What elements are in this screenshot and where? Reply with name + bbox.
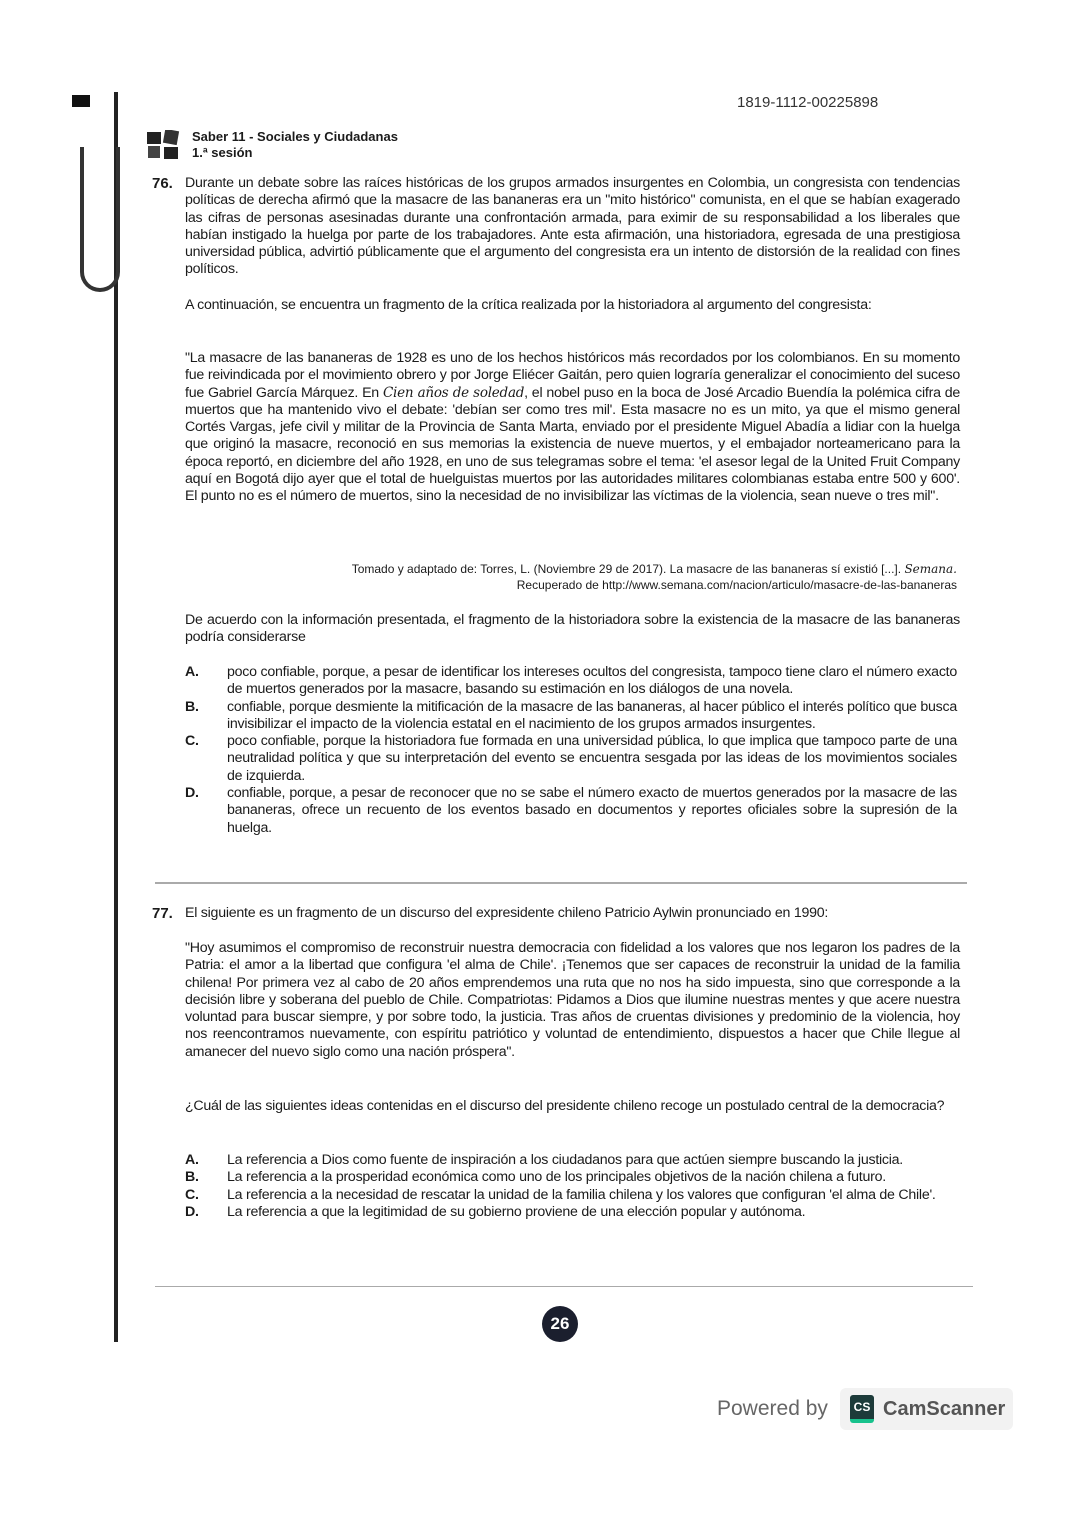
question-76-lead: A continuación, se encuentra un fragmento de la crítica realizada por la historiadora al argumento del congresista:: [185, 297, 872, 313]
exam-title: Saber 11 - Sociales y Ciudadanas: [192, 129, 398, 144]
option-b[interactable]: [185, 1169, 960, 1186]
source-citation: [185, 561, 957, 593]
option-a[interactable]: [185, 664, 957, 699]
exam-header: [192, 129, 398, 161]
document-code: 1819-1112-00225898: [737, 94, 879, 111]
option-letter: D.: [185, 785, 199, 802]
icfes-logo-icon: [146, 130, 180, 160]
question-77-options: [185, 1152, 960, 1221]
option-c[interactable]: [185, 1187, 960, 1204]
option-c[interactable]: [185, 733, 957, 785]
option-d[interactable]: [185, 1204, 960, 1221]
book-title: Cien años de soledad: [382, 384, 525, 401]
camscanner-brand: CamScanner: [883, 1397, 1006, 1420]
quote-text: "La masacre de las bananeras de 1928 es uno de los hechos históricos más recordados por los colombianos. En su momento fue reivindicada por el movimiento obrero y por Jorge Eliécer Gaitán, pero quien lograría generalizar el conocimiento del suceso fue Gabriel García Márquez. En: [185, 350, 960, 401]
option-text: La referencia a la necesidad de rescatar la unidad de la familia chilena y los valores que configuran 'el alma de Chile'.: [227, 1186, 936, 1203]
question-77-prompt: ¿Cuál de las siguientes ideas contenidas en el discurso del presidente chileno recoge un postulado central de la democracia?: [185, 1098, 945, 1114]
page-number: 26: [542, 1306, 578, 1342]
question-77-quote: "Hoy asumimos el compromiso de reconstruir nuestra democracia con fidelidad a los valores que nos legaron los padres de la Patria: el amor a la libertad que configura 'el alma de Chile'. ¡Tenemos que ser capaces de reconstruir la unidad de la familia chilena! Por primera vez al cabo de 20 años emprendemos una ruta que no nos ha sido impuesta, sino que corresponde a la decisión libre y soberana del pueblo de Chile. Compatriotas: Pidamos a Dios que ilumine nuestras mentes y que acere nuestra voluntad para buscar siempre, y por sobre todo, la justicia. Tras años de cruentas divisiones y predominio de la violencia, hoy nos reencontramos nuevamente, con espíritu patriótico y voluntad de entendimiento, dispuestos a hacer que Chile llegue al amanecer del nuevo siglo como una nación próspera".: [185, 940, 960, 1060]
option-letter: B.: [185, 698, 199, 715]
citation-journal: Semana.: [904, 562, 957, 576]
option-d[interactable]: [185, 785, 957, 837]
citation-url: Recuperado de http://www.semana.com/nacion/articulo/masacre-de-las-bananeras: [516, 578, 957, 592]
camscanner-badge: [840, 1388, 1013, 1430]
option-text: poco confiable, porque, a pesar de identificar los intereses ocultos del congresista, tampoco tiene claro el número exacto de muertos generados por la masacre, basando su estimación en los diálogos de una novela.: [227, 664, 957, 698]
question-76-intro: Durante un debate sobre las raíces históricas de los grupos armados insurgentes en Colombia, un congresista con tendencias políticas de derecha afirmó que la masacre de las bananeras era un "mito histórico" comunista, en el que se habían exagerado las cifras de personas asesinadas durante una confrontación armada, para eximir de su responsabilidad a los liberales que habían instigado la huelga por parte de los trabajadores. Ante esta afirmación, una historiadora, egresada de una prestigiosa universidad pública, advirtió públicamente que el argumento del congresista era un intento de distorsión de la realidad con fines políticos.: [185, 175, 960, 278]
option-text: confiable, porque, a pesar de reconocer que no se sabe el número exacto de muertos generados por la masacre de las bananeras, ofrece un recuento de los eventos basado en documentos y reportes oficiales sobre la supresión de la huelga.: [227, 785, 957, 836]
option-letter: A.: [185, 1152, 199, 1168]
option-text: La referencia a que la legitimidad de su gobierno proviene de una elección popular y autónoma.: [227, 1203, 806, 1220]
option-letter: D.: [185, 1203, 199, 1220]
powered-by-text: Powered by: [717, 1397, 828, 1420]
paper-clip: [80, 147, 120, 292]
exam-session: 1.ª sesión: [192, 145, 253, 160]
question-77-number: 77.: [152, 905, 173, 922]
divider: [155, 1286, 973, 1287]
question-76-options: [185, 664, 957, 837]
question-76-prompt: De acuerdo con la información presentada, el fragmento de la historiadora sobre la existencia de la masacre de las bananeras podría considerarse: [185, 612, 960, 646]
citation-text: Tomado y adaptado de: Torres, L. (Noviembre 29 de 2017). La masacre de las bananeras sí existió [...].: [351, 562, 905, 576]
quote-text: , el nobel puso en la boca de José Arcadio Buendía la polémica cifra de muertos que ha mantenido vivo el debate: 'debían ser como tres mil'. Esta masacre no es un mito, ya que el mismo general Cortés Vargas, jefe civil y militar de la Provincia de Santa Marta, enviado por el presidente Miguel Abadía a lidiar con la huelga que originó la masacre, reconoció en sus memorias la existencia de nueve muertos, y el embajador norteamericano para la época reportó, en diciembre del año 1928, en uno de sus telegramas sobre el tema: 'el asesor legal de la United Fruit Company aquí en Bogotá dijo ayer que el total de huelguistas muertos por las autoridades militares colombianas estaba entre 500 y 600'. El punto no es el número de muertos, sino la necesidad de no invisibilizar las víctimas de la violencia, sean nueve o tres mil".: [185, 384, 960, 505]
option-letter: B.: [185, 1169, 199, 1186]
option-letter: C.: [185, 1186, 199, 1203]
question-77-intro: El siguiente es un fragmento de un discurso del expresidente chileno Patricio Aylwin pronunciado en 1990:: [185, 905, 829, 921]
question-76-quote: [185, 350, 960, 506]
camscanner-logo-icon: CS: [850, 1395, 874, 1423]
binder-mark: [72, 95, 90, 107]
option-letter: A.: [185, 664, 199, 680]
divider: [155, 882, 967, 884]
option-letter: C.: [185, 733, 199, 750]
option-text: poco confiable, porque la historiadora fue formada en una universidad pública, lo que implica que tampoco parte de una neutralidad política y que su interpretación del evento se encuentra sesgada por las ideas de los movimientos sociales de izquierda.: [227, 733, 957, 784]
option-text: La referencia a la prosperidad económica como uno de los principales objetivos de la nación chilena a futuro.: [227, 1169, 886, 1186]
question-76-number: 76.: [152, 175, 173, 192]
option-text: La referencia a Dios como fuente de inspiración a los ciudadanos para que actúen siempre buscando la justicia.: [227, 1152, 903, 1168]
option-a[interactable]: [185, 1152, 960, 1169]
option-text: confiable, porque desmiente la mitificación de la masacre de las bananeras, al hacer público el interés político que busca invisibilizar el impacto de la violencia estatal en el nacimiento de los grupos armados insurgentes.: [227, 698, 957, 732]
option-b[interactable]: [185, 699, 957, 734]
